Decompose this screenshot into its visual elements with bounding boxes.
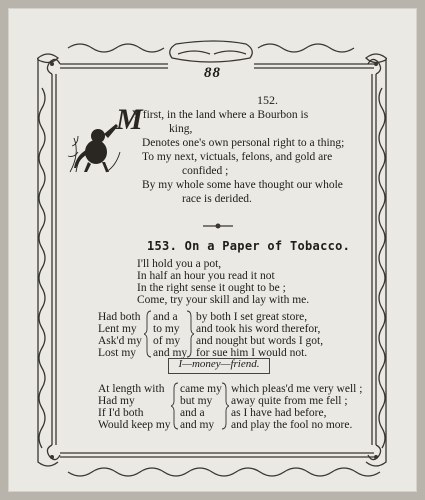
stanza3-col3: as I have had before,: [231, 407, 327, 419]
stanza2-col1: Ask'd my: [98, 335, 142, 347]
riddle-152-line: By my whole some have thought our whole: [142, 179, 343, 191]
riddle-152-number: 152.: [257, 93, 278, 107]
stanza3-left-brace: [171, 382, 179, 430]
stanza2-col1: Lost my: [98, 347, 137, 359]
stanza3-col2: but my: [180, 395, 213, 407]
riddle-152-line: Y first, in the land where a Bourbon is: [132, 109, 309, 121]
stanza2-col2: of my: [153, 335, 181, 347]
stanza2-col2: and a: [153, 311, 178, 323]
riddle-152-line: Denotes one's own personal right to a thing;: [142, 137, 345, 149]
stanza2-col1: Lent my: [98, 323, 137, 335]
answer-text: I—money—friend.: [178, 358, 260, 370]
riddle-153-title: 153. On a Paper of Tobacco.: [147, 239, 351, 253]
stanza3-col1: Had my: [98, 395, 135, 407]
book-page: [8, 8, 417, 492]
stanza2-col3: by both I set great store,: [196, 311, 308, 323]
stanza3-col3: and play the fool no more.: [231, 419, 353, 431]
stanza2-col1: Had both: [98, 311, 141, 323]
stanza1-line: In half an hour you read it not: [137, 270, 275, 282]
riddle-152-line: confided ;: [182, 165, 229, 177]
stanza2-left-brace: [144, 310, 152, 358]
stanza1-line: In the right sense it ought to be ;: [137, 282, 286, 294]
stanza3-col3: which pleas'd me very well ;: [231, 383, 363, 395]
stanza2-col2: to my: [153, 323, 180, 335]
riddle-152-line: To my next, victuals, felons, and gold are: [142, 151, 333, 163]
stanza1-line: Come, try your skill and lay with me.: [137, 294, 310, 306]
stanza3-col2: came my: [180, 383, 222, 395]
stanza2-col2: and my: [153, 347, 188, 359]
stanza3-col2: and a: [180, 407, 205, 419]
stanza1-line: I'll hold you a pot,: [137, 258, 222, 270]
riddle-152-line: race is derided.: [182, 193, 252, 205]
stanza3-col3: away quite from me fell ;: [231, 395, 348, 407]
stanza3-col1: Would keep my: [98, 419, 171, 431]
stanza3-col2: and my: [180, 419, 215, 431]
stanza2-col3: and nought but words I got,: [196, 335, 324, 347]
stanza3-right-brace: [221, 382, 229, 430]
page-number: 88: [204, 65, 221, 81]
stanza3-col1: At length with: [98, 383, 165, 395]
riddle-152-dropcap: M: [116, 103, 143, 136]
stanza3-col1: If I'd both: [98, 407, 144, 419]
stanza2-col3: for sue him I would not.: [196, 347, 308, 359]
riddle-152-line: king,: [169, 123, 193, 135]
stanza2-col3: and took his word therefor,: [196, 323, 321, 335]
stanza2-right-brace: [186, 310, 194, 358]
